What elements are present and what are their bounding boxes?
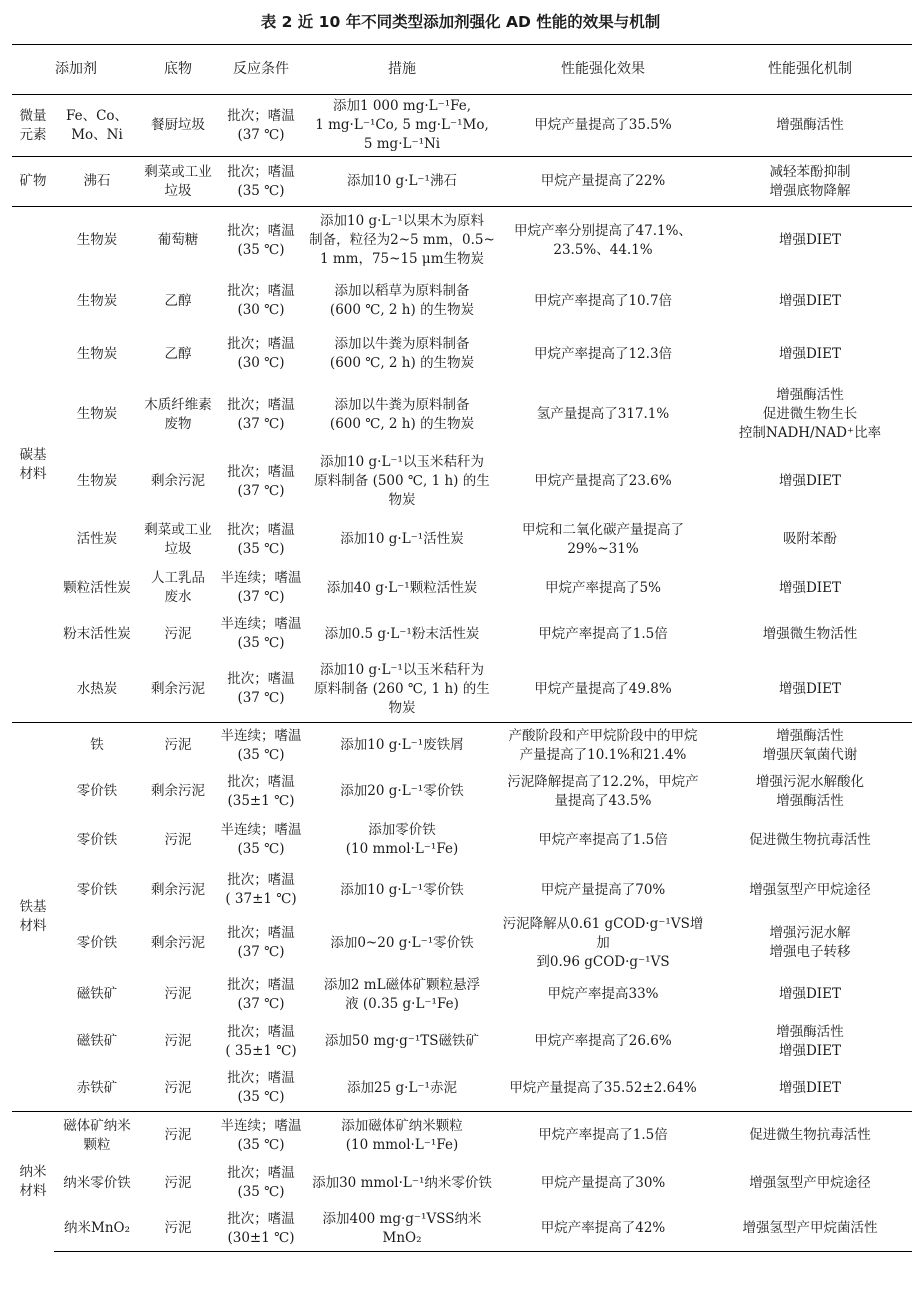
- table-row: [12, 1018, 912, 1066]
- mechanism-cell: 增强氢型产甲烷菌活性: [708, 1207, 912, 1252]
- mechanism-cell: 促进微生物抗毒活性: [708, 1112, 912, 1160]
- condition-cell: 批次；嗜温 (37 ℃): [227, 925, 295, 960]
- additive-cell: 沸石: [54, 157, 140, 207]
- measure-cell: 添加10 g·L⁻¹沸石: [306, 157, 498, 207]
- header-measure: 措施: [306, 45, 498, 95]
- effect-cell: 甲烷产量提高了23.6%: [534, 473, 672, 489]
- measure-cell: 添加40 g·L⁻¹颗粒活性炭: [326, 579, 478, 596]
- substrate-cell: 污泥: [140, 723, 216, 769]
- effect-cell: 甲烷产量提高了49.8%: [534, 680, 672, 697]
- additive-cell: 水热炭: [76, 680, 118, 697]
- measure-cell: 添加10 g·L⁻¹零价铁: [340, 881, 464, 898]
- condition-cell: 半连续；嗜温 (35 ℃): [216, 723, 306, 769]
- measure-cell: 添加磁体矿纳米颗粒 (10 mmol·L⁻¹Fe): [306, 1112, 498, 1160]
- mechanism-cell: 增强酶活性 增强DIET: [776, 1023, 844, 1059]
- condition-cell: 批次；嗜温 (37 ℃): [227, 976, 295, 1012]
- effect-cell: 污泥降解从0.61 gCOD·g⁻¹VS增加 到0.96 gCOD·g⁻¹VS: [502, 915, 704, 970]
- effect-cell: 甲烷产率提高了10.7倍: [533, 292, 673, 309]
- mechanism-cell: 增强DIET: [708, 207, 912, 275]
- header-additive: 添加剂: [12, 45, 140, 95]
- condition-cell: 半连续；嗜温 (35 ℃): [216, 1112, 306, 1160]
- substrate-cell: 污泥: [140, 1207, 216, 1252]
- additive-cell: 纳米零价铁: [63, 1174, 131, 1191]
- condition-cell: 批次；嗜温 (35 ℃): [216, 207, 306, 275]
- effect-cell: 甲烷产率提高了42%: [498, 1207, 708, 1252]
- effect-cell: 产酸阶段和产甲烷阶段中的甲烷 产量提高了10.1%和21.4%: [498, 723, 708, 769]
- measure-cell: 添加20 g·L⁻¹零价铁: [340, 783, 464, 799]
- mechanism-cell: 增强酶活性 增强厌氧菌代谢: [708, 723, 912, 769]
- substrate-cell: 餐厨垃圾: [140, 95, 216, 157]
- category-cell: 铁基 材料: [12, 723, 54, 1112]
- mechanism-cell: 增强DIET: [778, 1079, 841, 1096]
- measure-cell: 添加1 000 mg·L⁻¹Fe, 1 mg·L⁻¹Co, 5 mg·L⁻¹Mo, 5 mg·L⁻¹Ni: [306, 95, 498, 157]
- measure-cell: 添加10 g·L⁻¹以玉米秸秆为 原料制备 (260 ℃, 1 h) 的生 物炭: [314, 661, 490, 716]
- table-row: [12, 1160, 912, 1207]
- substrate-cell: 人工乳品 废水: [151, 570, 205, 605]
- effect-cell: 甲烷产量提高了22%: [498, 157, 708, 207]
- additive-cell: Fe、Co、 Mo、Ni: [54, 95, 140, 157]
- measure-cell: 添加10 g·L⁻¹活性炭: [340, 531, 464, 547]
- condition-cell: 批次；嗜温 (35 ℃): [216, 157, 306, 207]
- mechanism-cell: 减轻苯酚抑制 增强底物降解: [708, 157, 912, 207]
- measure-cell: 添加50 mg·g⁻¹TS磁铁矿: [324, 1033, 480, 1049]
- measure-cell: 添加25 g·L⁻¹赤泥: [347, 1079, 457, 1096]
- condition-cell: 批次；嗜温 ( 37±1 ℃): [225, 872, 297, 907]
- table-row: [12, 381, 912, 449]
- condition-cell: 半连续；嗜温 (37 ℃): [220, 570, 302, 605]
- effect-cell: 甲烷产量提高了70%: [540, 881, 666, 898]
- condition-cell: 半连续；嗜温 (35 ℃): [220, 822, 302, 857]
- table-row: [12, 1112, 912, 1160]
- mechanism-cell: 增强DIET: [778, 986, 841, 1002]
- table-row: [12, 723, 912, 769]
- additive-cell: 铁: [54, 723, 140, 769]
- substrate-cell: 木质纤维素 废物: [144, 396, 212, 432]
- table-row: [12, 866, 912, 915]
- mechanism-cell: 增强酶活性: [708, 95, 912, 157]
- substrate-cell: 剩余污泥: [151, 783, 205, 799]
- additive-cell: 零价铁: [76, 831, 118, 848]
- condition-cell: 批次；嗜温 ( 35±1 ℃): [225, 1023, 297, 1059]
- measure-cell: 添加30 mmol·L⁻¹纳米零价铁: [312, 1174, 492, 1191]
- condition-cell: 批次；嗜温 (37 ℃): [227, 463, 295, 499]
- additive-cell: 磁体矿纳米 颗粒: [54, 1112, 140, 1160]
- condition-cell: 批次；嗜温 (37 ℃): [227, 671, 295, 707]
- table-row: [12, 972, 912, 1018]
- measure-cell: 添加以牛粪为原料制备 (600 ℃, 2 h) 的生物炭: [329, 336, 475, 371]
- substrate-cell: 污泥: [140, 1112, 216, 1160]
- effect-cell: 甲烷产率提高33%: [547, 986, 659, 1002]
- condition-cell: 批次；嗜温 (37 ℃): [216, 95, 306, 157]
- condition-cell: 批次；嗜温 (35 ℃): [227, 521, 295, 557]
- substrate-cell: 污泥: [164, 1033, 192, 1049]
- mechanism-cell: 增强DIET: [778, 345, 841, 362]
- measure-cell: 添加400 mg·g⁻¹VSS纳米 MnO₂: [306, 1207, 498, 1252]
- table-row: [12, 95, 912, 157]
- effect-cell: 甲烷产量提高了30%: [540, 1174, 666, 1191]
- substrate-cell: 剩余污泥: [151, 473, 205, 489]
- mechanism-cell: 增强污泥水解 增强电子转移: [769, 925, 851, 960]
- mechanism-cell: 增强DIET: [778, 680, 841, 697]
- measure-cell: 添加零价铁 (10 mmol·L⁻¹Fe): [345, 822, 459, 857]
- condition-cell: 批次；嗜温 (30±1 ℃): [216, 1207, 306, 1252]
- measure-cell: 添加10 g·L⁻¹以果木为原料 制备，粒径为2~5 mm，0.5~ 1 mm，75~15 μm生物炭: [306, 207, 498, 275]
- effect-cell: 甲烷产率分别提高了47.1%、 23.5%、44.1%: [498, 207, 708, 275]
- table-row: [12, 1066, 912, 1112]
- header-substrate: 底物: [140, 45, 216, 95]
- measure-cell: 添加2 mL磁体矿颗粒悬浮 液 (0.35 g·L⁻¹Fe): [323, 976, 481, 1012]
- measure-cell: 添加0.5 g·L⁻¹粉末活性炭: [324, 625, 480, 642]
- additive-cell: 磁铁矿: [76, 1033, 118, 1049]
- substrate-cell: 污泥: [164, 625, 192, 642]
- table-row: [12, 769, 912, 815]
- table-row: [12, 449, 912, 515]
- table-row: [12, 815, 912, 866]
- mechanism-cell: 增强氢型产甲烷途径: [749, 1174, 871, 1191]
- substrate-cell: 剩余污泥: [151, 881, 205, 898]
- additive-cell: 零价铁: [76, 783, 118, 799]
- effect-cell: 甲烷产率提高了12.3倍: [533, 345, 673, 362]
- measure-cell: 添加0~20 g·L⁻¹零价铁: [330, 934, 474, 951]
- measure-cell: 添加以稻草为原料制备 (600 ℃, 2 h) 的生物炭: [329, 283, 475, 318]
- table-row: [12, 275, 912, 328]
- condition-cell: 批次；嗜温 (35 ℃): [227, 1165, 295, 1200]
- category-cell: 微量 元素: [12, 95, 54, 157]
- table-row: [12, 915, 912, 972]
- table-row: [12, 1207, 912, 1252]
- substrate-cell: 乙醇: [164, 345, 192, 362]
- condition-cell: 批次；嗜温 (30 ℃): [227, 283, 295, 318]
- additive-cell: 颗粒活性炭: [63, 579, 131, 596]
- additive-cell: 生物炭: [76, 345, 118, 362]
- substrate-cell: 污泥: [164, 1079, 192, 1096]
- substrate-cell: 污泥: [164, 831, 192, 848]
- substrate-cell: 剩余污泥: [151, 934, 205, 951]
- mechanism-cell: 吸附苯酚: [783, 531, 837, 547]
- substrate-cell: 剩余污泥: [151, 680, 205, 697]
- effect-cell: 甲烷产率提高了1.5倍: [538, 625, 668, 642]
- additive-cell: 赤铁矿: [76, 1079, 118, 1096]
- additive-cell: 活性炭: [76, 531, 118, 547]
- substrate-cell: 污泥: [164, 1174, 192, 1191]
- substrate-cell: 剩菜或工业 垃圾: [144, 521, 212, 557]
- additive-cell: 纳米MnO₂: [54, 1207, 140, 1252]
- table-row: [12, 515, 912, 565]
- effect-cell: 甲烷产率提高了5%: [545, 579, 661, 596]
- table-row: [12, 657, 912, 723]
- effect-cell: 甲烷产率提高了26.6%: [534, 1033, 672, 1049]
- effect-cell: 甲烷产量提高了35.52±2.64%: [509, 1079, 697, 1096]
- measure-cell: 添加10 g·L⁻¹废铁屑: [306, 723, 498, 769]
- additive-table: [12, 44, 912, 1252]
- mechanism-cell: 增强DIET: [778, 579, 841, 596]
- additive-cell: 生物炭: [54, 207, 140, 275]
- condition-cell: 批次；嗜温 (37 ℃): [227, 396, 295, 432]
- header-row: [12, 45, 912, 95]
- effect-cell: 甲烷产量提高了35.5%: [498, 95, 708, 157]
- substrate-cell: 乙醇: [164, 292, 192, 309]
- effect-cell: 氢产量提高了317.1%: [536, 406, 670, 422]
- table-row: [12, 565, 912, 612]
- table-row: [12, 328, 912, 381]
- additive-cell: 磁铁矿: [76, 986, 118, 1002]
- header-effect: 性能强化效果: [498, 45, 708, 95]
- header-mechanism: 性能强化机制: [708, 45, 912, 95]
- table-caption: 表 2 近 10 年不同类型添加剂强化 AD 性能的效果与机制: [260, 13, 661, 31]
- mechanism-cell: 促进微生物抗毒活性: [749, 831, 871, 848]
- additive-cell: 粉末活性炭: [63, 625, 131, 642]
- header-condition: 反应条件: [216, 45, 306, 95]
- condition-cell: 半连续；嗜温 (35 ℃): [220, 616, 302, 651]
- mechanism-cell: 增强DIET: [778, 292, 841, 309]
- substrate-cell: 污泥: [164, 986, 192, 1002]
- condition-cell: 批次；嗜温 (35 ℃): [227, 1070, 295, 1106]
- table-row: [12, 157, 912, 207]
- mechanism-cell: 增强氢型产甲烷途径: [749, 881, 871, 898]
- substrate-cell: 剩菜或工业 垃圾: [140, 157, 216, 207]
- additive-cell: 生物炭: [76, 292, 118, 309]
- mechanism-cell: 增强DIET: [778, 473, 841, 489]
- effect-cell: 污泥降解提高了12.2%，甲烷产 量提高了43.5%: [507, 773, 699, 809]
- measure-cell: 添加10 g·L⁻¹以玉米秸秆为 原料制备 (500 ℃, 1 h) 的生 物炭: [314, 454, 490, 508]
- table-row: [12, 207, 912, 275]
- effect-cell: 甲烷产率提高了1.5倍: [538, 831, 668, 848]
- effect-cell: 甲烷产率提高了1.5倍: [498, 1112, 708, 1160]
- category-cell: 碳基 材料: [12, 207, 54, 723]
- additive-cell: 生物炭: [76, 473, 118, 489]
- mechanism-cell: 增强污泥水解酸化 增强酶活性: [756, 773, 864, 809]
- table-row: [12, 612, 912, 657]
- category-cell: 矿物: [12, 157, 54, 207]
- condition-cell: 批次；嗜温 (35±1 ℃): [227, 773, 295, 809]
- additive-cell: 生物炭: [76, 406, 118, 422]
- table-body: [12, 95, 912, 1252]
- substrate-cell: 葡萄糖: [140, 207, 216, 275]
- additive-cell: 零价铁: [76, 934, 118, 951]
- mechanism-cell: 增强酶活性 促进微生物生长 控制NADH/NAD⁺比率: [738, 387, 882, 441]
- additive-cell: 零价铁: [76, 881, 118, 898]
- category-cell: 纳米 材料: [12, 1112, 54, 1252]
- mechanism-cell: 增强微生物活性: [762, 625, 858, 642]
- condition-cell: 批次；嗜温 (30 ℃): [227, 336, 295, 371]
- effect-cell: 甲烷和二氧化碳产量提高了 29%~31%: [522, 521, 684, 557]
- measure-cell: 添加以牛粪为原料制备 (600 ℃, 2 h) 的生物炭: [329, 396, 475, 432]
